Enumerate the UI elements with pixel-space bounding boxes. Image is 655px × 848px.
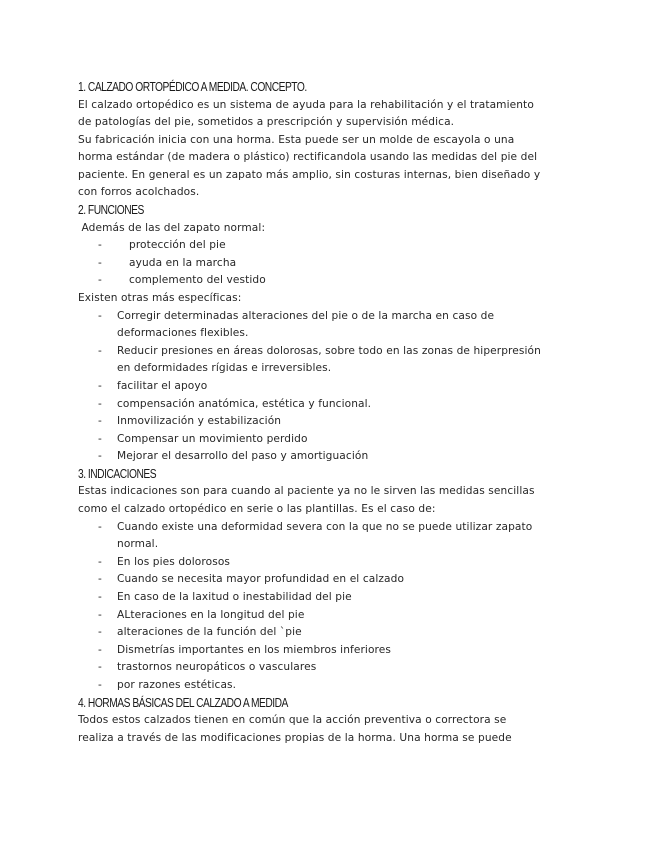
- dash-bullet: -: [98, 450, 102, 463]
- list-item: [78, 589, 588, 607]
- list-item: [78, 554, 588, 572]
- list-item: [78, 519, 588, 554]
- list-item: [78, 571, 588, 589]
- list-item-text: Reducir presiones en áreas dolorosas, sobre todo en las zonas de hiperpresión: [117, 344, 541, 357]
- dash-bullet: -: [98, 256, 102, 269]
- section-1-line-6: con forros acolchados.: [78, 186, 200, 199]
- dash-bullet: -: [98, 397, 102, 410]
- dash-bullet: -: [98, 344, 102, 357]
- list-item-text-continued: normal.: [117, 538, 159, 551]
- section-3-line-2: como el calzado ortopédico en serie o las plantillas. Es el caso de:: [78, 502, 436, 515]
- list-item: [78, 448, 588, 466]
- dash-bullet: -: [98, 432, 102, 445]
- dash-bullet: -: [98, 309, 102, 322]
- section-3-list: [78, 519, 588, 695]
- dash-bullet: -: [98, 274, 102, 287]
- list-item-text: Corregir determinadas alteraciones del pie o de la marcha en caso de: [117, 309, 495, 322]
- list-item: [78, 396, 588, 414]
- section-4-heading: 4. HORMAS BÁSICAS DEL CALZADO A MEDIDA: [78, 695, 288, 710]
- dash-bullet: -: [98, 678, 102, 691]
- list-item-text: ayuda en la marcha: [129, 256, 237, 269]
- dash-bullet: -: [98, 379, 102, 392]
- list-item-text: compensación anatómica, estética y funcional.: [117, 397, 372, 410]
- section-1-line-3: Su fabricación inicia con una horma. Esta puede ser un molde de escayola o una: [78, 133, 515, 146]
- section-2-heading: 2. FUNCIONES: [78, 203, 144, 218]
- dash-bullet: -: [98, 590, 102, 603]
- dash-bullet: -: [98, 555, 102, 568]
- list-item-text: alteraciones de la función del `pie: [117, 626, 302, 639]
- list-item: [78, 272, 588, 290]
- section-1-line-5: paciente. En general es un zapato más amplio, sin costuras internas, bien diseñado y: [78, 168, 541, 181]
- list-item-text: Inmovilización y estabilización: [117, 415, 282, 428]
- dash-bullet: -: [98, 643, 102, 656]
- list-item-text: Dismetrías importantes en los miembros inferiores: [117, 643, 392, 656]
- section-2-intro: Además de las del zapato normal:: [78, 221, 266, 234]
- list-item-text: Compensar un movimiento perdido: [117, 432, 308, 445]
- dash-bullet: -: [98, 573, 102, 586]
- list-item-text-continued: deformaciones flexibles.: [117, 327, 249, 340]
- list-item: [78, 431, 588, 449]
- list-item-text: complemento del vestido: [129, 274, 266, 287]
- list-item-text: Cuando se necesita mayor profundidad en el calzado: [117, 573, 405, 586]
- list-item: [78, 308, 588, 343]
- list-item: [78, 378, 588, 396]
- dash-bullet: -: [98, 520, 102, 533]
- section-2-list-specific: [78, 308, 588, 466]
- list-item-text: En caso de la laxitud o inestabilidad del pie: [117, 590, 352, 603]
- list-item-text: por razones estéticas.: [117, 678, 237, 691]
- dash-bullet: -: [98, 239, 102, 252]
- list-item: [78, 413, 588, 431]
- list-item: [78, 255, 588, 273]
- list-item-text-continued: en deformidades rígidas e irreversibles.: [117, 362, 332, 375]
- section-4-line-2: realiza a través de las modificaciones propias de la horma. Una horma se puede: [78, 731, 512, 744]
- list-item: [78, 237, 588, 255]
- section-1-heading: 1. CALZADO ORTOPÉDICO A MEDIDA. CONCEPTO.: [78, 80, 307, 94]
- list-item: [78, 607, 588, 625]
- dash-bullet: -: [98, 626, 102, 639]
- list-item: [78, 343, 588, 378]
- document-page: [78, 79, 588, 747]
- section-1-line-2: de patologías del pie, sometidos a prescripción y supervisión médica.: [78, 116, 455, 129]
- list-item: [78, 659, 588, 677]
- list-item-text: Cuando existe una deformidad severa con la que no se puede utilizar zapato: [117, 520, 533, 533]
- dash-bullet: -: [98, 415, 102, 428]
- section-2-intro-2: Existen otras más específicas:: [78, 291, 242, 304]
- dash-bullet: -: [98, 608, 102, 621]
- section-1-line-1: El calzado ortopédico es un sistema de ayuda para la rehabilitación y el tratamiento: [78, 98, 534, 111]
- list-item: [78, 624, 588, 642]
- dash-bullet: -: [98, 661, 102, 674]
- section-3-line-1: Estas indicaciones son para cuando al paciente ya no le sirven las medidas sencillas: [78, 485, 535, 498]
- list-item-text: facilitar el apoyo: [117, 379, 208, 392]
- section-1-line-4: horma estándar (de madera o plástico) rectificandola usando las medidas del pie del: [78, 151, 538, 164]
- list-item-text: protección del pie: [129, 239, 226, 252]
- list-item-text: Mejorar el desarrollo del paso y amortiguación: [117, 450, 369, 463]
- section-3-heading: 3. INDICACIONES: [78, 466, 157, 481]
- section-2-list-general: [78, 237, 588, 290]
- section-4-line-1: Todos estos calzados tienen en común que la acción preventiva o correctora se: [78, 714, 507, 726]
- list-item-text: trastornos neuropáticos o vasculares: [117, 661, 317, 674]
- list-item: [78, 642, 588, 660]
- list-item-text: En los pies dolorosos: [117, 555, 231, 568]
- list-item-text: ALteraciones en la longitud del pie: [117, 608, 305, 621]
- list-item: [78, 677, 588, 695]
